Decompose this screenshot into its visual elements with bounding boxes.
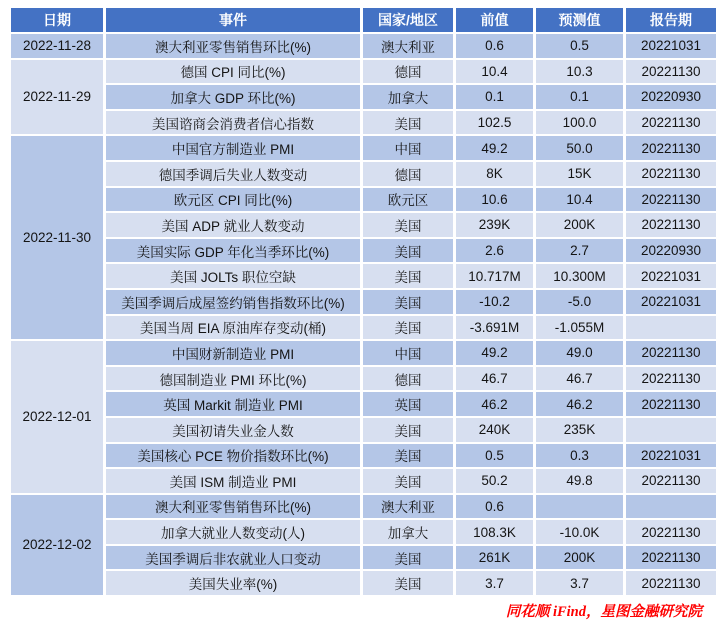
event-cell: 加拿大 GDP 环比(%) <box>105 84 362 110</box>
forecast-cell: 46.7 <box>535 366 625 392</box>
table-row <box>10 417 718 443</box>
date-cell: 2022-12-01 <box>10 340 105 494</box>
prev-cell: 10.717M <box>455 263 535 289</box>
prev-cell: -3.691M <box>455 315 535 341</box>
period-cell <box>625 315 718 341</box>
prev-cell: 49.2 <box>455 340 535 366</box>
prev-cell: 261K <box>455 545 535 571</box>
region-cell: 德国 <box>362 366 455 392</box>
date-cell: 2022-12-02 <box>10 494 105 596</box>
prev-cell: 0.1 <box>455 84 535 110</box>
period-cell: 20220930 <box>625 84 718 110</box>
prev-cell: 0.6 <box>455 494 535 520</box>
region-cell: 美国 <box>362 289 455 315</box>
forecast-cell: 10.3 <box>535 59 625 85</box>
prev-cell: 46.7 <box>455 366 535 392</box>
table-row <box>10 33 718 59</box>
event-cell: 美国季调后非农就业人口变动 <box>105 545 362 571</box>
event-cell: 美国核心 PCE 物价指数环比(%) <box>105 443 362 469</box>
event-cell: 美国当周 EIA 原油库存变动(桶) <box>105 315 362 341</box>
period-cell: 20221130 <box>625 570 718 596</box>
prev-cell: 239K <box>455 212 535 238</box>
event-cell: 美国季调后成屋签约销售指数环比(%) <box>105 289 362 315</box>
table-row <box>10 443 718 469</box>
region-cell: 英国 <box>362 391 455 417</box>
period-cell: 20221130 <box>625 161 718 187</box>
forecast-cell: 235K <box>535 417 625 443</box>
region-cell: 德国 <box>362 161 455 187</box>
table-row <box>10 238 718 264</box>
forecast-cell: 49.0 <box>535 340 625 366</box>
region-cell: 美国 <box>362 110 455 136</box>
region-cell: 美国 <box>362 545 455 571</box>
table-row <box>10 519 718 545</box>
forecast-cell: 100.0 <box>535 110 625 136</box>
event-cell: 中国财新制造业 PMI <box>105 340 362 366</box>
prev-cell: 10.4 <box>455 59 535 85</box>
economic-calendar-table <box>8 6 718 597</box>
period-cell: 20221031 <box>625 443 718 469</box>
event-cell: 澳大利亚零售销售环比(%) <box>105 33 362 59</box>
period-cell: 20221130 <box>625 135 718 161</box>
forecast-cell <box>535 494 625 520</box>
prev-cell: 0.6 <box>455 33 535 59</box>
period-cell: 20221130 <box>625 545 718 571</box>
event-cell: 中国官方制造业 PMI <box>105 135 362 161</box>
table-header <box>10 7 718 33</box>
event-cell: 美国失业率(%) <box>105 570 362 596</box>
prev-cell: 50.2 <box>455 468 535 494</box>
date-cell: 2022-11-30 <box>10 135 105 340</box>
table-row <box>10 187 718 213</box>
period-cell: 20221130 <box>625 340 718 366</box>
header-row <box>10 7 718 33</box>
region-cell: 美国 <box>362 238 455 264</box>
forecast-cell: 46.2 <box>535 391 625 417</box>
prev-cell: -10.2 <box>455 289 535 315</box>
event-cell: 美国 ADP 就业人数变动 <box>105 212 362 238</box>
table-row <box>10 468 718 494</box>
region-cell: 欧元区 <box>362 187 455 213</box>
forecast-cell: 3.7 <box>535 570 625 596</box>
forecast-cell: 49.8 <box>535 468 625 494</box>
prev-cell: 3.7 <box>455 570 535 596</box>
period-cell: 20221130 <box>625 59 718 85</box>
forecast-cell: 200K <box>535 545 625 571</box>
prev-cell: 2.6 <box>455 238 535 264</box>
period-cell: 20221031 <box>625 33 718 59</box>
event-cell: 澳大利亚零售销售环比(%) <box>105 494 362 520</box>
prev-cell: 10.6 <box>455 187 535 213</box>
table-row <box>10 391 718 417</box>
region-cell: 德国 <box>362 59 455 85</box>
region-cell: 美国 <box>362 212 455 238</box>
period-cell: 20220930 <box>625 238 718 264</box>
prev-cell: 102.5 <box>455 110 535 136</box>
event-cell: 美国 ISM 制造业 PMI <box>105 468 362 494</box>
column-header-1: 事件 <box>105 7 362 33</box>
table-row <box>10 289 718 315</box>
date-cell: 2022-11-29 <box>10 59 105 136</box>
period-cell: 20221031 <box>625 263 718 289</box>
period-cell: 20221130 <box>625 391 718 417</box>
prev-cell: 46.2 <box>455 391 535 417</box>
column-header-2: 国家/地区 <box>362 7 455 33</box>
event-cell: 英国 Markit 制造业 PMI <box>105 391 362 417</box>
forecast-cell: -10.0K <box>535 519 625 545</box>
region-cell: 美国 <box>362 570 455 596</box>
date-cell: 2022-11-28 <box>10 33 105 59</box>
table-body <box>10 33 718 596</box>
event-cell: 德国 CPI 同比(%) <box>105 59 362 85</box>
table-row <box>10 263 718 289</box>
table-row <box>10 84 718 110</box>
region-cell: 美国 <box>362 417 455 443</box>
region-cell: 加拿大 <box>362 84 455 110</box>
prev-cell: 0.5 <box>455 443 535 469</box>
region-cell: 加拿大 <box>362 519 455 545</box>
forecast-cell: -1.055M <box>535 315 625 341</box>
region-cell: 美国 <box>362 315 455 341</box>
region-cell: 中国 <box>362 340 455 366</box>
column-header-3: 前值 <box>455 7 535 33</box>
event-cell: 德国季调后失业人数变动 <box>105 161 362 187</box>
table-row <box>10 212 718 238</box>
period-cell <box>625 494 718 520</box>
prev-cell: 8K <box>455 161 535 187</box>
event-cell: 美国初请失业金人数 <box>105 417 362 443</box>
event-cell: 德国制造业 PMI 环比(%) <box>105 366 362 392</box>
table-row <box>10 110 718 136</box>
region-cell: 美国 <box>362 263 455 289</box>
period-cell <box>625 417 718 443</box>
table-row <box>10 570 718 596</box>
table-row <box>10 545 718 571</box>
table-row <box>10 366 718 392</box>
event-cell: 美国谘商会消费者信心指数 <box>105 110 362 136</box>
period-cell: 20221130 <box>625 212 718 238</box>
event-cell: 欧元区 CPI 同比(%) <box>105 187 362 213</box>
prev-cell: 49.2 <box>455 135 535 161</box>
forecast-cell: 0.3 <box>535 443 625 469</box>
forecast-cell: -5.0 <box>535 289 625 315</box>
table-row <box>10 315 718 341</box>
forecast-cell: 2.7 <box>535 238 625 264</box>
period-cell: 20221031 <box>625 289 718 315</box>
region-cell: 美国 <box>362 443 455 469</box>
period-cell: 20221130 <box>625 110 718 136</box>
forecast-cell: 15K <box>535 161 625 187</box>
prev-cell: 240K <box>455 417 535 443</box>
period-cell: 20221130 <box>625 468 718 494</box>
region-cell: 美国 <box>362 468 455 494</box>
table-row <box>10 59 718 85</box>
column-header-5: 报告期 <box>625 7 718 33</box>
forecast-cell: 50.0 <box>535 135 625 161</box>
prev-cell: 108.3K <box>455 519 535 545</box>
period-cell: 20221130 <box>625 187 718 213</box>
table-row <box>10 135 718 161</box>
region-cell: 澳大利亚 <box>362 33 455 59</box>
region-cell: 澳大利亚 <box>362 494 455 520</box>
period-cell: 20221130 <box>625 519 718 545</box>
forecast-cell: 0.5 <box>535 33 625 59</box>
forecast-cell: 10.300M <box>535 263 625 289</box>
table-row <box>10 494 718 520</box>
table-row <box>10 161 718 187</box>
forecast-cell: 200K <box>535 212 625 238</box>
period-cell: 20221130 <box>625 366 718 392</box>
column-header-0: 日期 <box>10 7 105 33</box>
event-cell: 美国 JOLTs 职位空缺 <box>105 263 362 289</box>
region-cell: 中国 <box>362 135 455 161</box>
table-row <box>10 340 718 366</box>
source-attribution: 同花顺 iFind，星图金融研究院 <box>505 604 702 620</box>
forecast-cell: 0.1 <box>535 84 625 110</box>
forecast-cell: 10.4 <box>535 187 625 213</box>
event-cell: 加拿大就业人数变动(人) <box>105 519 362 545</box>
column-header-4: 预测值 <box>535 7 625 33</box>
event-cell: 美国实际 GDP 年化当季环比(%) <box>105 238 362 264</box>
